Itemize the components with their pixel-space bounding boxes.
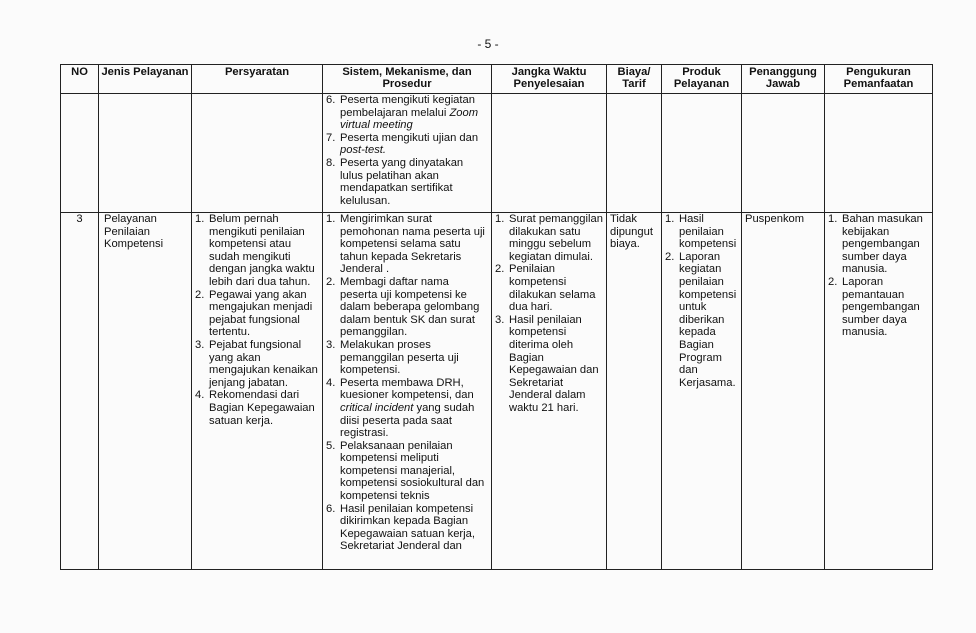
list-item-number: 4. bbox=[195, 389, 205, 402]
list-item bbox=[326, 276, 488, 339]
list-item-text: Hasil penilaian kompetensi dikirimkan kepada Bagian Kepegawaian satuan kerja, Sekretariat Jenderal dan bbox=[340, 502, 475, 553]
cell-produk-empty bbox=[662, 94, 742, 213]
list-item-text: Hasil penilaian kompetensi bbox=[679, 213, 737, 251]
cell-biaya: Tidak dipungut biaya. bbox=[607, 213, 662, 570]
list-item bbox=[326, 377, 488, 440]
list-item-number: 3. bbox=[195, 338, 205, 351]
list-item-italic-text: post-test. bbox=[340, 144, 387, 157]
list-item-text: Pegawai yang akan mengajukan menjadi pejabat fungsional tertentu. bbox=[209, 288, 313, 339]
list-item bbox=[828, 213, 929, 276]
list-item-number: 2. bbox=[495, 263, 505, 276]
list-item bbox=[326, 339, 488, 377]
cell-penanggung-empty bbox=[742, 94, 825, 213]
service-standard-table bbox=[60, 64, 933, 570]
list-item-number: 3. bbox=[495, 313, 505, 326]
cell-persyaratan-empty bbox=[192, 94, 323, 213]
cell-penanggung-jawab: Puspenkom bbox=[742, 213, 825, 570]
list-item bbox=[495, 213, 603, 263]
list-item-number: 6. bbox=[326, 502, 336, 515]
list-item-number: 8. bbox=[326, 156, 336, 169]
header-persyaratan: Persyaratan bbox=[192, 65, 323, 94]
list-item bbox=[495, 263, 603, 313]
list-item bbox=[326, 503, 488, 553]
cell-produk bbox=[662, 213, 742, 570]
list-item bbox=[326, 94, 488, 132]
page-number: - 5 - bbox=[477, 37, 499, 51]
cell-jangka-waktu bbox=[492, 213, 607, 570]
table-header-row bbox=[61, 65, 933, 94]
list-item bbox=[326, 157, 488, 207]
list-item bbox=[326, 213, 488, 276]
list-item-text: Peserta mengikuti ujian dan bbox=[340, 131, 479, 144]
list-item-number: 2. bbox=[326, 275, 336, 288]
list-item-text: Melakukan proses pemanggilan peserta uji kompetensi. bbox=[340, 338, 459, 377]
cell-jenis-empty bbox=[99, 94, 192, 213]
list-item-number: 1. bbox=[828, 213, 838, 225]
list-item-text: Laporan kegiatan penilaian kompetensi untuk diberikan kepada Bagian Program dan Kerjasama. bbox=[679, 250, 737, 389]
header-produk: Produk Pelayanan bbox=[662, 65, 742, 94]
header-jangka-waktu: Jangka Waktu Penyelesaian bbox=[492, 65, 607, 94]
list-item-text: Laporan pemantauan pengembangan sumber daya manusia. bbox=[842, 275, 920, 339]
list-item-text: Bahan masukan kebijakan pengembangan sumber daya manusia. bbox=[842, 213, 923, 276]
list-item-number: 1. bbox=[195, 213, 205, 225]
list-item-number: 2. bbox=[828, 275, 838, 288]
list-item bbox=[665, 213, 738, 251]
list-item-italic-text: Zoom virtual meeting bbox=[340, 106, 479, 132]
header-prosedur: Sistem, Mekanisme, dan Prosedur bbox=[323, 65, 492, 94]
list-item-text: Belum pernah mengikuti penilaian kompetensi atau sudah mengikuti dengan jangka waktu lebih dari dua tahun. bbox=[209, 213, 315, 288]
cell-no: 3 bbox=[61, 213, 99, 570]
list-item-text: Pelaksanaan penilaian kompetensi meliputi kompetensi manajerial, kompetensi sosiokultural dan kompetensi teknis bbox=[340, 439, 485, 503]
pengukuran-list bbox=[828, 213, 929, 339]
produk-list bbox=[665, 213, 738, 389]
list-item bbox=[828, 276, 929, 339]
cell-jenis-pelayanan: Pelayanan Penilaian Kompetensi bbox=[99, 213, 192, 570]
list-item bbox=[495, 314, 603, 415]
cell-no-empty bbox=[61, 94, 99, 213]
list-item-number: 5. bbox=[326, 439, 336, 452]
list-item-text: Hasil penilaian kompetensi diterima oleh Bagian Kepegawaian dan Sekretariat Jenderal dalam waktu 21 hari. bbox=[509, 313, 599, 414]
list-item-text: Peserta membawa DRH, kuesioner kompetensi, dan bbox=[340, 376, 474, 402]
cell-persyaratan bbox=[192, 213, 323, 570]
list-item-number: 1. bbox=[665, 213, 675, 225]
persyaratan-list bbox=[195, 213, 319, 427]
header-no: NO bbox=[61, 65, 99, 94]
list-item bbox=[195, 213, 319, 289]
cell-prosedur bbox=[323, 213, 492, 570]
header-jenis-pelayanan: Jenis Pelayanan bbox=[99, 65, 192, 94]
list-item-text: Peserta mengikuti kegiatan pembelajaran melalui bbox=[340, 94, 475, 119]
list-item-number: 1. bbox=[326, 213, 336, 225]
header-penanggung-jawab: Penanggung Jawab bbox=[742, 65, 825, 94]
list-item-text: Surat pemanggilan dilakukan satu minggu sebelum kegiatan dimulai. bbox=[509, 213, 603, 263]
list-item bbox=[326, 440, 488, 503]
cell-pengukuran bbox=[825, 213, 933, 570]
list-item-number: 3. bbox=[326, 338, 336, 351]
jangka-list bbox=[495, 213, 603, 415]
prosedur-list bbox=[326, 213, 488, 553]
list-item bbox=[326, 132, 488, 157]
list-item-text: Penilaian kompetensi dilakukan selama dua hari. bbox=[509, 263, 596, 314]
table-row-continued bbox=[61, 94, 933, 213]
cell-biaya-empty bbox=[607, 94, 662, 213]
cell-prosedur bbox=[323, 94, 492, 213]
list-item-number: 1. bbox=[495, 213, 505, 225]
list-item-text: Membagi daftar nama peserta uji kompetensi ke dalam beberapa gelombang dalam bentuk SK dan surat pemanggilan. bbox=[340, 275, 480, 339]
list-item bbox=[195, 389, 319, 427]
list-item-number: 6. bbox=[326, 94, 336, 106]
list-item-number: 2. bbox=[195, 288, 205, 301]
list-item-text: Peserta yang dinyatakan lulus pelatihan akan mendapatkan sertifikat kelulusan. bbox=[340, 156, 464, 207]
list-item-text: Mengirimkan surat pemohonan nama peserta uji kompetensi selama satu tahun kepada Sekretaris Jenderal . bbox=[340, 213, 485, 276]
list-item-text: Pejabat fungsional yang akan mengajukan kenaikan jenjang jabatan. bbox=[209, 338, 318, 389]
list-item bbox=[195, 339, 319, 389]
table-row-penilaian bbox=[61, 213, 933, 570]
header-pengukuran: Pengukuran Pemanfaatan bbox=[825, 65, 933, 94]
list-item-number: 4. bbox=[326, 376, 336, 389]
header-biaya: Biaya/ Tarif bbox=[607, 65, 662, 94]
list-item bbox=[665, 251, 738, 390]
list-item-text: yang sudah diisi peserta pada saat registrasi. bbox=[340, 401, 475, 440]
list-item-number: 2. bbox=[665, 250, 675, 263]
list-item-text: Rekomendasi dari Bagian Kepegawaian satuan kerja. bbox=[209, 389, 315, 427]
cell-jangka-empty bbox=[492, 94, 607, 213]
list-item bbox=[195, 289, 319, 339]
list-item-italic-text: critical incident bbox=[340, 401, 414, 414]
prosedur-list bbox=[326, 94, 488, 207]
cell-pengukuran-empty bbox=[825, 94, 933, 213]
list-item-number: 7. bbox=[326, 131, 336, 144]
